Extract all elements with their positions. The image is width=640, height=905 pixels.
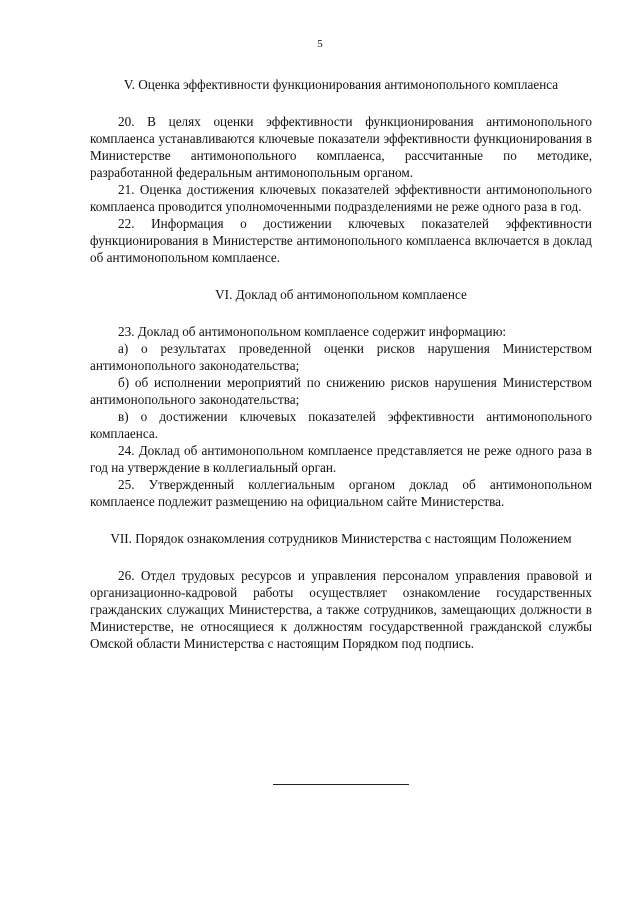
section-vi — [90, 286, 592, 510]
closing-line — [273, 784, 409, 785]
paragraph-22: 22. Информация о достижении ключевых показателей эффективности функционирования в Министерстве антимонопольного комплаенса включается в доклад об антимонопольном комплаенсе. — [90, 216, 592, 265]
paragraph-23c: в) о достижении ключевых показателей эффективности антимонопольного комплаенса. — [90, 409, 592, 441]
paragraph-21: 21. Оценка достижения ключевых показателей эффективности антимонопольного комплаенса проводится уполномоченными подразделениями не реже одного раза в год. — [90, 182, 592, 214]
page-number: 5 — [317, 38, 323, 50]
paragraph-26: 26. Отдел трудовых ресурсов и управления персоналом управления правовой и организационно-кадровой работы осуществляет ознакомление государственных гражданских служащих Министерства, а также сотрудников, замещающих должности в Министерстве, не относящиеся к должностям государственной гражданской службы Омской области Министерства с настоящим Порядком под подпись. — [90, 568, 592, 651]
section-heading: VII. Порядок ознакомления сотрудников Министерства с настоящим Положением — [110, 531, 572, 546]
paragraph-20: 20. В целях оценки эффективности функционирования антимонопольного комплаенса устанавливаются ключевые показатели эффективности функционирования в Министерстве антимонопольного комплаенса, рассчитанные по методике, разработанной федеральным антимонопольным органом. — [90, 114, 592, 180]
section-vii — [90, 530, 592, 652]
paragraph-25: 25. Утвержденный коллегиальным органом доклад об антимонопольном комплаенсе подлежит размещению на официальном сайте Министерства. — [90, 477, 592, 509]
section-v — [90, 76, 592, 266]
section-heading: V. Оценка эффективности функционирования антимонопольного комплаенса — [123, 77, 559, 92]
section-heading: VI. Доклад об антимонопольном комплаенсе — [215, 287, 467, 302]
document-body — [90, 76, 592, 652]
paragraph-23: 23. Доклад об антимонопольном комплаенсе содержит информацию: — [118, 324, 507, 339]
paragraph-23a: а) о результатах проведенной оценки рисков нарушения Министерством антимонопольного законодательства; — [90, 341, 592, 373]
paragraph-23b: б) об исполнении мероприятий по снижению рисков нарушения Министерством антимонопольного законодательства; — [90, 375, 592, 407]
paragraph-24: 24. Доклад об антимонопольном комплаенсе представляется не реже одного раза в год на утверждение в коллегиальный орган. — [90, 443, 592, 475]
